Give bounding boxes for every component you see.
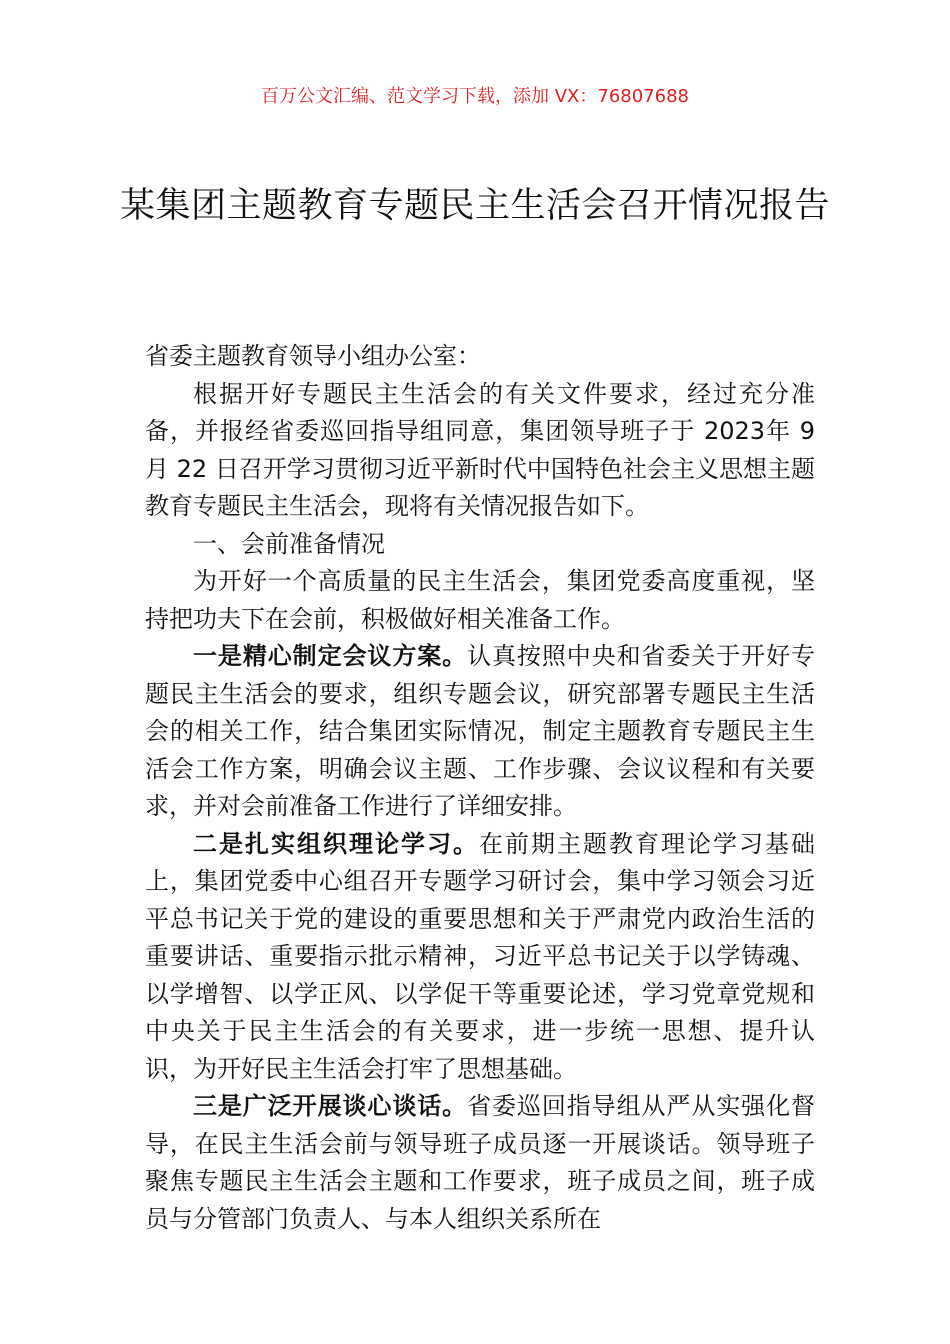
- point-1-paragraph: [145, 638, 815, 826]
- point-1-lead: 一是精心制定会议方案。: [193, 642, 468, 670]
- point-1-text: 认真按照中央和省委关于开好专题民主生活会的要求，组织专题会议，研究部署专题民主生活会的相关工作，结合集团实际情况，制定主题教育专题民主生活会工作方案，明确会议主题、工作步骤、会议议程和有关要求，并对会前准备工作进行了详细安排。: [145, 642, 816, 820]
- document-body: [145, 338, 815, 1238]
- point-2-text: 在前期主题教育理论学习基础上，集团党委中心组召开专题学习研讨会，集中学习领会习近平总书记关于党的建设的重要思想和关于严肃党内政治生活的重要讲话、重要指示批示精神，习近平总书记关于以学铸魂、以学增智、以学正风、以学促干等重要论述，学习党章党规和中央关于民主生活会的有关要求，进一步统一思想、提升认识，为开好民主生活会打牢了思想基础。: [145, 829, 815, 1083]
- section-heading: 一、会前准备情况: [193, 529, 385, 558]
- intro-paragraph: 根据开好专题民主生活会的有关文件要求，经过充分准备，并报经省委巡回指导组同意，集团领导班子于 2023年 9 月 22 日召开学习贯彻习近平新时代中国特色社会主义思想主题教育专题民主生活会，现将有关情况报告如下。: [145, 379, 815, 520]
- point-3-paragraph: [145, 1088, 815, 1238]
- point-3-text: 省委巡回指导组从严从实强化督导，在民主生活会前与领导班子成员逐一开展谈话。领导班子聚焦专题民主生活会主题和工作要求，班子成员之间，班子成员与分管部门负责人、与本人组织关系所在: [145, 1092, 816, 1233]
- point-2-paragraph: [145, 826, 815, 1089]
- point-2-lead: 二是扎实组织理论学习。: [193, 829, 479, 858]
- document-title: 某集团主题教育专题民主生活会召开情况报告: [120, 186, 831, 226]
- salutation: 省委主题教育领导小组办公室：: [145, 342, 481, 370]
- section-intro-paragraph: 为开好一个高质量的民主生活会，集团党委高度重视，坚持把功夫下在会前，积极做好相关准备工作。: [145, 567, 815, 633]
- watermark-banner: 百万公文汇编、范文学习下载，添加 VX：76807688: [261, 86, 689, 107]
- point-3-lead: 三是广泛开展谈心谈话。: [193, 1092, 468, 1120]
